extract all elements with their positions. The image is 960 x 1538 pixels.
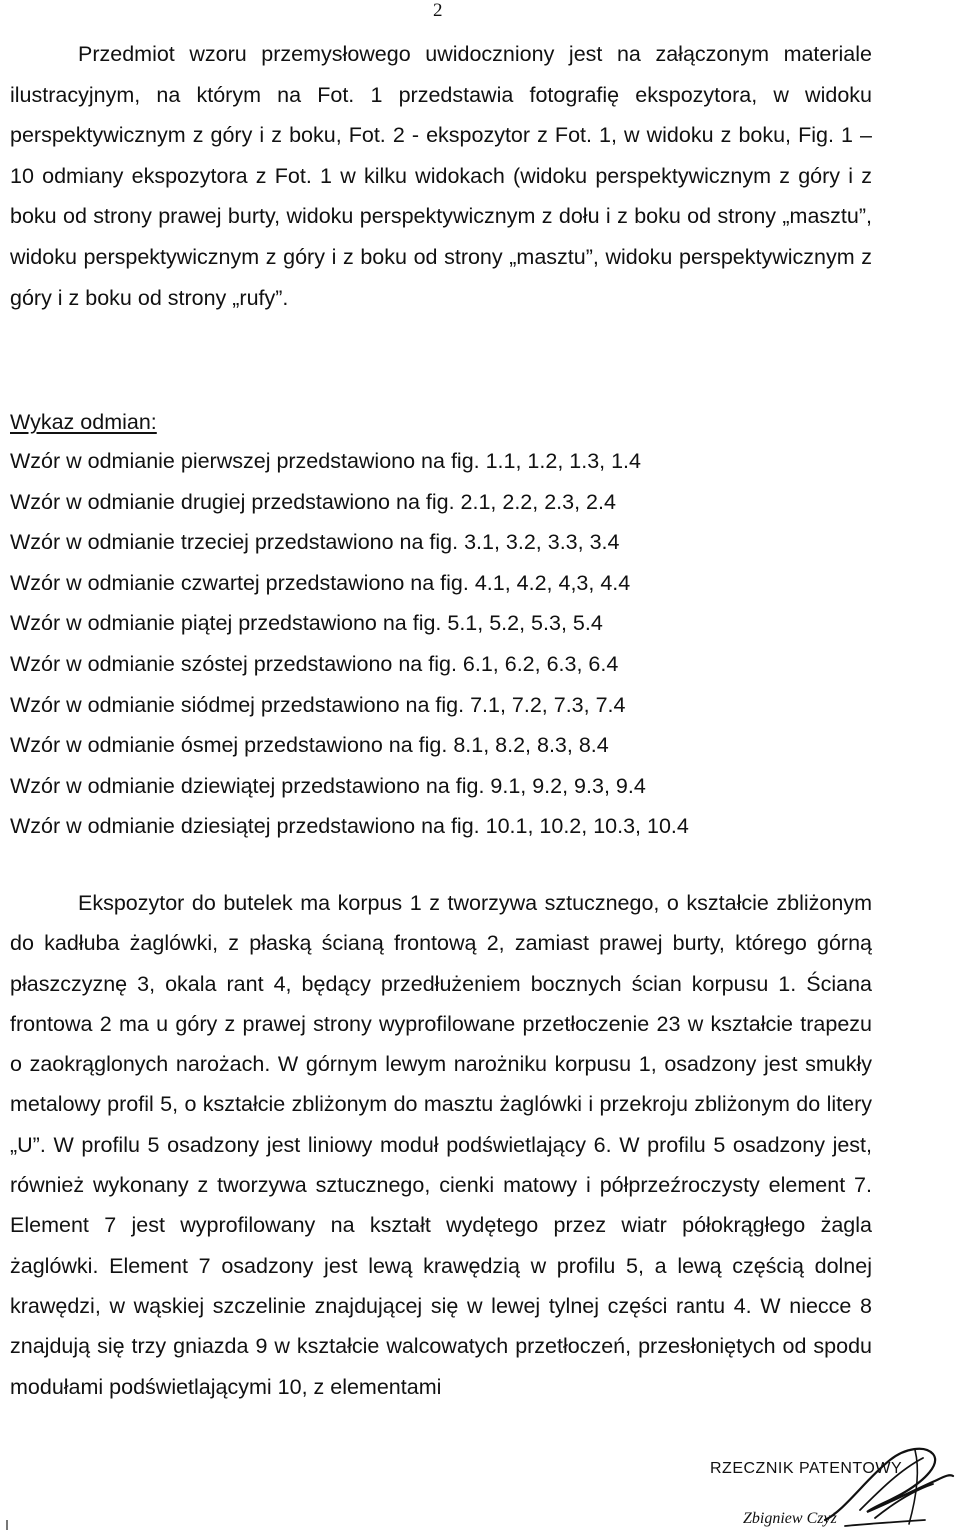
- description-paragraph: Ekspozytor do butelek ma korpus 1 z tworzywa sztucznego, o kształcie zbliżonym do kadłuba żaglówki, z płaską ścianą frontową 2, zamiast prawej burty, którego górną płaszczyznę 3, okala rant 4, będący przedłużeniem bocznych ścian korpusu 1. Ściana frontowa 2 ma u góry z prawej strony wyprofilowane przetłoczenie 23 w kształcie trapezu o zaokrąglonych narożach. W górnym lewym narożniku korpusu 1, osadzony jest smukły metalowy profil 5, o kształcie zbliżonym do masztu żaglówki i przekroju zbliżonym do litery „U”. W profilu 5 osadzony jest liniowy moduł podświetlający 6. W profilu 5 osadzony jest, również wykonany z tworzywa sztucznego, cienki matowy i półprzeźroczysty element 7. Element 7 jest wyprofilowany na kształt wydętego przez wiatr półokrągłego żagla żaglówki. Element 7 osadzony jest lewą krawędzią w profilu 5, a lewą częścią dolnej krawędzi, w wąskiej szczelinie znajdującej się w lewej tylnej części rantu 4. W niecce 8 znajdują się trzy gniazda 9 w kształcie walcowatych przetłoczeń, przesłoniętych od spodu modułami podświetlającymi 10, z elementami: [10, 891, 872, 1399]
- variant-item: Wzór w odmianie trzeciej przedstawiono na fig. 3.1, 3.2, 3.3, 3.4: [10, 530, 620, 555]
- patent-attorney-stamp: [710, 1440, 955, 1535]
- variant-item: Wzór w odmianie szóstej przedstawiono na fig. 6.1, 6.2, 6.3, 6.4: [10, 651, 619, 676]
- variant-item: Wzór w odmianie drugiej przedstawiono na fig. 2.1, 2.2, 2.3, 2.4: [10, 489, 616, 514]
- stamp-title: RZECZNIK PATENTOWY: [710, 1460, 903, 1477]
- stamp-signature-name: Zbigniew Czyż: [743, 1510, 837, 1527]
- variant-item: Wzór w odmianie piątej przedstawiono na fig. 5.1, 5.2, 5.3, 5.4: [10, 611, 603, 636]
- scan-margin-mark: [6, 1520, 8, 1530]
- variants-heading: Wykaz odmian:: [10, 410, 157, 434]
- variant-item: Wzór w odmianie siódmej przedstawiono na fig. 7.1, 7.2, 7.3, 7.4: [10, 692, 626, 717]
- handwritten-signature: [805, 1440, 955, 1535]
- variant-item: Wzór w odmianie pierwszej przedstawiono na fig. 1.1, 1.2, 1.3, 1.4: [10, 449, 641, 473]
- intro-paragraph: Przedmiot wzoru przemysłowego uwidoczniony jest na załączonym materiale ilustracyjnym, na którym na Fot. 1 przedstawia fotografię ekspozytora, w widoku perspektywicznym z góry i z boku, Fot. 2 - ekspozytor z Fot. 1, w widoku z boku, Fig. 1 – 10 odmiany ekspozytora z Fot. 1 w kilku widokach (widoku perspektywicznym z góry i z boku od strony prawej burty, widoku perspektywicznym z dołu i z boku od strony „masztu”, widoku perspektywicznym z góry i z boku od strony „masztu”, widoku perspektywicznym z góry i z boku od strony „rufy”.: [10, 42, 872, 310]
- page-number: 2: [433, 0, 443, 21]
- variant-item: Wzór w odmianie dziesiątej przedstawiono na fig. 10.1, 10.2, 10.3, 10.4: [10, 814, 689, 839]
- variants-list: [10, 441, 689, 847]
- variant-item: Wzór w odmianie dziewiątej przedstawiono na fig. 9.1, 9.2, 9.3, 9.4: [10, 773, 646, 798]
- variant-item: Wzór w odmianie ósmej przedstawiono na fig. 8.1, 8.2, 8.3, 8.4: [10, 733, 609, 758]
- variant-item: Wzór w odmianie czwartej przedstawiono na fig. 4.1, 4.2, 4,3, 4.4: [10, 570, 631, 595]
